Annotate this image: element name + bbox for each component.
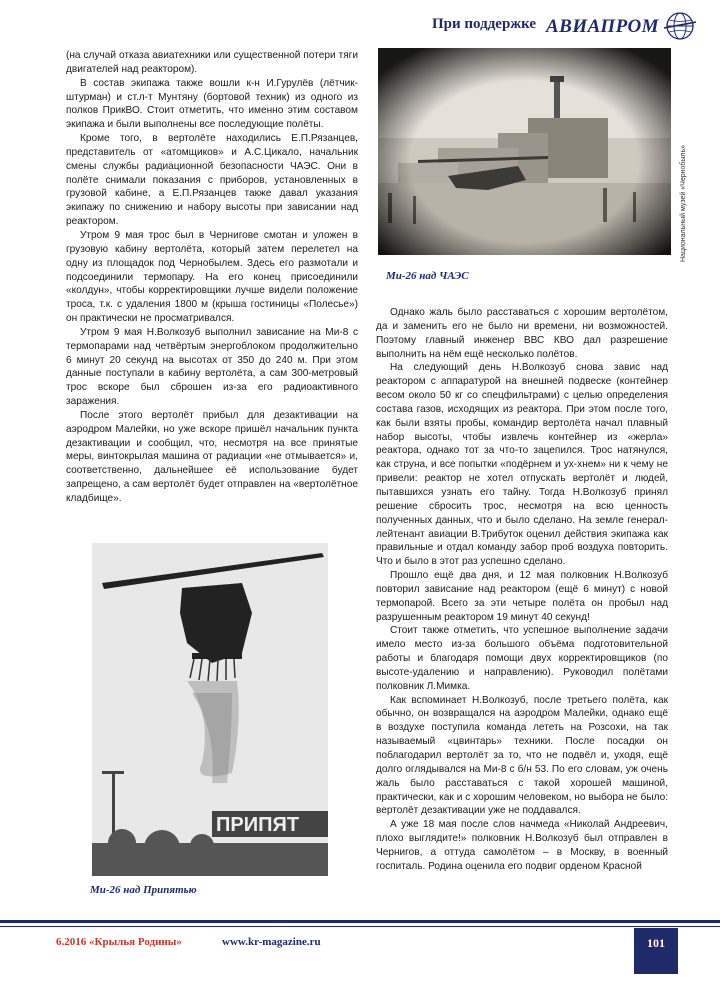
footer-divider xyxy=(0,926,720,927)
sponsor-logo-text: АВИАПРОМ xyxy=(546,16,660,37)
photo-caption: Ми-26 над Припятью xyxy=(90,884,197,896)
photo-credit: Национальный музей «Чернобыль» xyxy=(680,144,687,262)
paragraph: На следующий день Н.Волкозуб снова завис над реактором с аппаратурой на внешней подвеске (контейнер весом около 50 кг со спецфильтрами) с целью определения состава газов, исходящих из реактора. При этом после того, как были взяты пробы, командир вертолёта начал плавный набор высоты, чтобы извлечь контейнер из «жерла» реактора, однако тот за что-то зацепился. Трос натянулся, как струна, и все попытки «подёрнем и ух-хнем» ни к чему не привели: реактор не хотел отпускать вертолёт и людей, пытавшихся узнать его тайну. Тогда Н.Волкозуб принял решение сбросить трос, несмотря на всю ценность полученных данных, что и было сделано. На земле генерал-лейтенант авиации В.Трибуток оценил действия экипажа как правильные и отдал команду забор проб воздуха повторить. Что и было в этот раз успешно сделано. xyxy=(376,362,668,568)
paragraph: Однако жаль было расставаться с хорошим вертолётом, да и заменить его не было ни времени, ни возможностей. Поэтому главный инженер ВВС КВО дал разрешение выполнить на нём ещё несколько полётов. xyxy=(376,307,668,360)
paragraph: Как вспоминает Н.Волкозуб, после третьего полёта, как обычно, он возвращался на аэродром Малейки, однако ещё в воздухе поступила команда лететь на Розсохи, на так называемый «цвинтарь» техники. После посадки он поблагодарил вертолёт за то, что не подвёл и, уходя, ещё долго оглядывался на Ми-8 с б/н 53. По его словам, уж очень жаль было расставаться с такой хорошей машиной, практически, как и с хорошим человеком, но выбора не было: вертолёт дезактивации уже не поддавался. xyxy=(376,694,668,817)
paragraph: После этого вертолёт прибыл для дезактивации на аэродром Малейки, но уже вскоре пришёл начальник пункта дезактивации и сообщил, что, несмотря на все принятые меры, винтокрылая машина от радиации «не отмывается» и, соответственно, дальнейшее её использование будет запрещено, а сам вертолёт будет отправлен на «вертолётное кладбище». xyxy=(66,409,358,504)
footer-divider xyxy=(0,920,720,923)
magazine-issue: 6.2016 «Крылья Родины» xyxy=(56,936,182,948)
page-number: 101 xyxy=(647,936,665,950)
pripyat-sign: ПРИПЯТ xyxy=(216,814,300,836)
paragraph: Стоит также отметить, что успешное выполнение задачи имело место из-за большого объёма подготовительной работы и благодаря помощи двух корректировщиков (по высоте-удалению и направлению). Руководил полётами полковник Л.Мимка. xyxy=(376,625,668,692)
globe-icon xyxy=(664,10,696,42)
left-text-column xyxy=(66,49,358,506)
paragraph: В состав экипажа также вошли к-н И.Гурулёв (лётчик-штурман) и ст.л-т Мунтяну (бортовой техник) из одного из полков ПрикВО. Стоит отметить, что именно этим составом экипажа и были выполнены все последующие полёты. xyxy=(66,77,358,131)
sponsor-logo xyxy=(546,10,696,44)
photo-mi26-over-pripyat xyxy=(92,543,328,876)
paragraph: Кроме того, в вертолёте находились Е.П.Рязанцев, представитель от «атомщиков» и А.С.Цикало, начальник смены службы радиационной безопасности ЧАЭС. Они в полёте снимали показания с приборов, установленных в грузовой кабине, а Е.П.Рязанцев также давал указания экипажу по снижению и набору высоты при зависании над реактором. xyxy=(66,133,358,228)
photo-mi26-over-chnpp xyxy=(378,48,671,255)
header-support-label: При поддержке xyxy=(432,16,537,32)
paragraph: (на случай отказа авиатехники или существенной потери тяги двигателей над реактором). xyxy=(66,50,358,75)
photo-caption: Ми-26 над ЧАЭС xyxy=(386,270,469,282)
paragraph: А уже 18 мая после слов начмеда «Николай Андреевич, плохо выглядите!» полковник Н.Волкозуб был отправлен в Чернигов, а оттуда самолётом – в Москву, в военный госпиталь. Родина оценила его подвиг орденом Красной xyxy=(376,819,668,872)
paragraph: Утром 9 мая Н.Волкозуб выполнил зависание на Ми-8 с термопарами над четвёртым энергоблоком продолжительно 6 минут 20 секунд на высотах от 350 до 240 м. При этом данные поступали в кабину вертолёта, а сам 300-метровый трос вскоре был сброшен из-за его радиоактивного заражения. xyxy=(66,326,358,408)
right-text-column xyxy=(376,306,668,874)
magazine-url[interactable]: www.kr-magazine.ru xyxy=(222,936,321,948)
paragraph: Утром 9 мая трос был в Чернигове смотан и уложен в грузовую кабину вертолёта, который затем перелетел на одну из площадок под Чернобылем. Здесь его размотали и подсоединили термопару. На его конец присоединили «колдун», чтобы корректировщики лучше видели положение троса, т.к. с удаления 1800 м (крыша гостиницы «Полесье») он практически не просматривался. xyxy=(66,229,358,325)
paragraph: Прошло ещё два дня, и 12 мая полковник Н.Волкозуб повторил зависание над реактором (ещё 6 минут) с новой термопарой. Всего за эти четыре полёта он пробыл над разрушенным реактором 19 минут 40 секунд! xyxy=(376,570,668,623)
page-number-box xyxy=(634,928,678,974)
